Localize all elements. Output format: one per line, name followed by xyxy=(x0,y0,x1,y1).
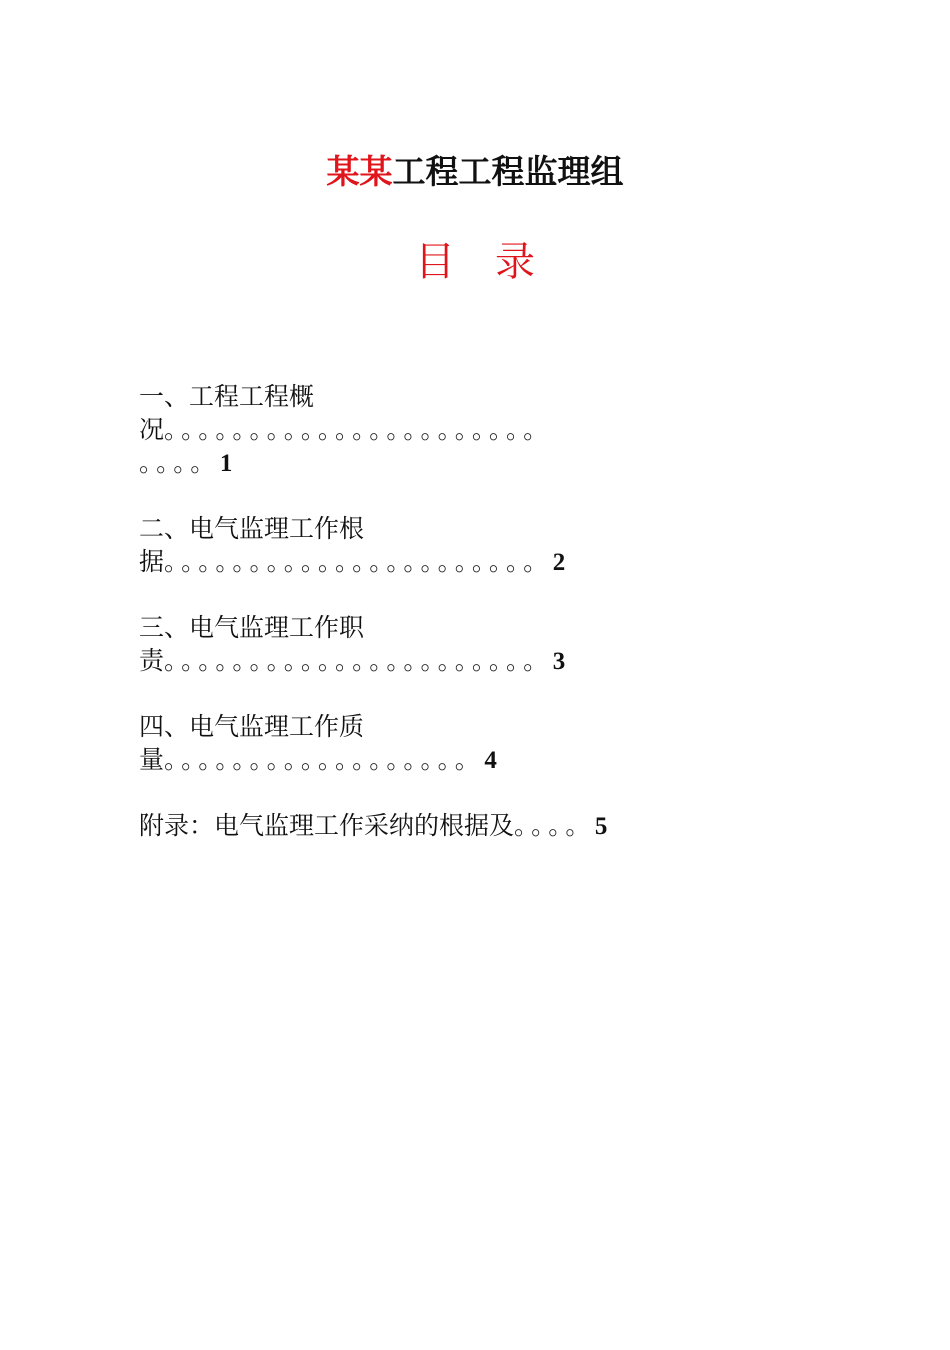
toc-entry-wrap-char: 量 xyxy=(139,745,165,774)
toc-entry-leader-line xyxy=(139,644,829,678)
org-name-highlight: 某某 xyxy=(326,152,393,191)
toc-entry-leader-line-2 xyxy=(139,446,829,480)
toc-entry-appendix[interactable] xyxy=(139,809,829,843)
toc-heading xyxy=(0,236,950,288)
toc-entry-title: 三、电气监理工作职 xyxy=(139,613,365,642)
toc-entry-dots: 。。。。。。。。。。。。。。。。。。。。。。 xyxy=(164,547,553,576)
toc-entry-title: 四、电气监理工作质 xyxy=(139,712,365,741)
toc-entry-1[interactable] xyxy=(139,380,829,480)
toc-entry-wrap-char: 据 xyxy=(139,547,165,576)
toc-entry-4[interactable] xyxy=(139,710,829,777)
toc-entry-dots: 。。。。。。。。。。。。。。。。。。 xyxy=(164,745,485,774)
toc-heading-char-1: 目 xyxy=(415,239,495,285)
toc-entry-page-number: 4 xyxy=(484,747,497,774)
toc-entry-title: 一、工程工程概 xyxy=(139,382,315,411)
toc-entry-dots: 。。。。 xyxy=(139,448,220,477)
toc-entry-page-number: 3 xyxy=(552,648,566,675)
toc-entry-2[interactable] xyxy=(139,512,829,579)
toc-entry-leader-line xyxy=(139,743,829,777)
toc-entry-dots: 。。。。。。。。。。。。。。。。。。。。。。 xyxy=(164,646,553,675)
toc-entry-page-number: 5 xyxy=(594,813,608,840)
toc-entry-title: 二、电气监理工作根 xyxy=(139,514,365,543)
toc-entry-leader-line xyxy=(139,809,829,843)
org-name-rest: 工程工程监理组 xyxy=(392,152,624,191)
toc-entry-title: 附录：电气监理工作采纳的根据及 xyxy=(139,811,515,840)
toc-heading-char-2: 录 xyxy=(495,239,575,285)
toc-entry-3[interactable] xyxy=(139,611,829,678)
document-title xyxy=(0,150,950,194)
table-of-contents xyxy=(139,380,829,875)
toc-entry-wrap-char: 况 xyxy=(139,415,165,444)
toc-entry-dots: 。。。。 xyxy=(514,811,595,840)
toc-entry-wrap-char: 责 xyxy=(139,646,165,675)
toc-entry-page-number: 1 xyxy=(219,450,233,477)
toc-entry-leader-line xyxy=(139,545,829,579)
toc-entry-page-number: 2 xyxy=(552,549,566,576)
toc-entry-leader-line xyxy=(139,413,829,446)
toc-entry-dots: 。。。。。。。。。。。。。。。。。。。。。。 xyxy=(164,415,553,444)
